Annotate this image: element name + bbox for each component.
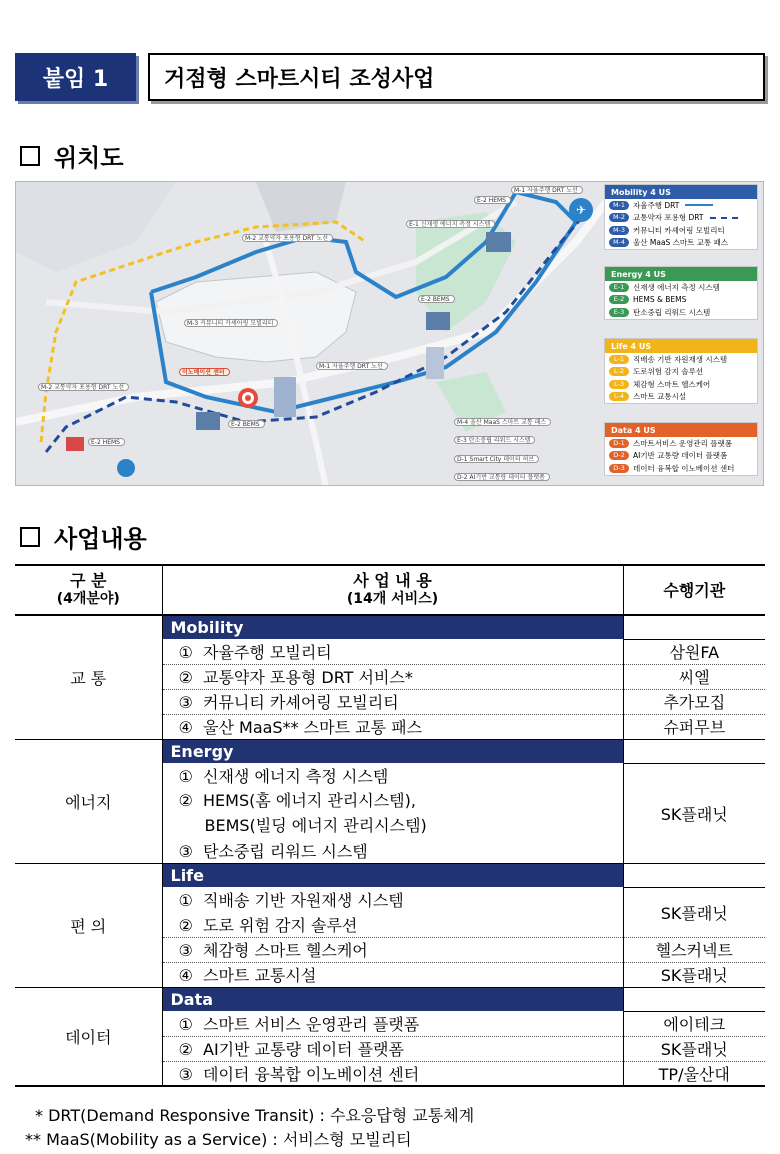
org-cell: 추가모집 <box>623 689 765 714</box>
legend-item: L-4 스마트 교통시설 <box>605 391 757 404</box>
legend-item: D-1 스마트서비스 운영관리 플랫폼 <box>605 437 757 450</box>
category-band: Life <box>162 863 623 887</box>
category-cell: 에너지 <box>15 739 162 863</box>
legend-item: L-1 직배송 기반 자원재생 시스템 <box>605 353 757 366</box>
org-cell: 헬스커넥트 <box>623 937 765 962</box>
map-label: E-2 HEMS <box>88 438 125 446</box>
service-item: ④ 스마트 교통시설 <box>162 962 623 987</box>
legend-item: E-3 탄소중립 리워드 시스템 <box>605 306 757 319</box>
map-label: M-4 울산 MaaS 스마트 교통 패스 <box>454 418 551 426</box>
table-row <box>15 739 765 763</box>
service-item: ② HEMS(홈 에너지 관리시스템), BEMS(빌딩 에너지 관리시스템) <box>178 791 427 835</box>
service-item: ③ 데이터 융복합 이노베이션 센터 <box>162 1061 623 1086</box>
service-item: ① 직배송 기반 자원재생 시스템 <box>178 891 404 910</box>
legend-mobility <box>604 184 758 250</box>
legend-item: E-1 신재생 에너지 측정 시스템 <box>605 281 757 294</box>
service-item: ④ 울산 MaaS** 스마트 교통 패스 <box>162 714 623 739</box>
map-label: E-2 BEMS <box>228 420 265 428</box>
category-band: Data <box>162 987 623 1011</box>
category-cell: 교 통 <box>15 615 162 739</box>
section-title: 사업내용 <box>54 525 147 553</box>
category-cell: 데이터 <box>15 987 162 1086</box>
header-org: 수행기관 <box>623 565 765 615</box>
service-item: ① 신재생 에너지 측정 시스템 <box>178 767 389 786</box>
legend-energy <box>604 266 758 320</box>
org-cell: 슈퍼무브 <box>623 714 765 739</box>
table-row <box>15 615 765 639</box>
footnote-drt: * DRT(Demand Responsive Transit) : 수요응답형 교통체계 <box>35 1106 475 1125</box>
legend-item: D-3 데이터 융복합 이노베이션 센터 <box>605 462 757 475</box>
attachment-tag: 붙임 1 <box>15 53 136 101</box>
legend-item: E-2 HEMS & BEMS <box>605 294 757 307</box>
map-label: E-2 BEMS <box>418 295 455 303</box>
legend-item: D-2 AI기반 교통량 데이터 플랫폼 <box>605 450 757 463</box>
service-item: ③ 탄소중립 리워드 시스템 <box>162 838 623 863</box>
map-label: M-2 교통약자 포용형 DRT 노선 <box>242 234 333 242</box>
legend-item: M-1 자율주행 DRT <box>605 199 757 212</box>
service-item: ② 교통약자 포용형 DRT 서비스* <box>162 664 623 689</box>
service-item: ② 도로 위험 감지 솔루션 <box>162 912 623 937</box>
legend-header: Data 4 US <box>605 423 757 437</box>
service-item: ③ 체감형 스마트 헬스케어 <box>162 937 623 962</box>
org-cell: SK플래닛 <box>623 887 765 937</box>
business-table <box>15 564 765 1087</box>
header-category: 구 분 (4개분야) <box>15 565 162 615</box>
innovation-center-label: 이노베이션 센터 <box>179 368 230 376</box>
org-cell: SK플래닛 <box>623 962 765 987</box>
org-cell: 삼원FA <box>623 639 765 664</box>
checkbox-square-icon <box>20 527 40 547</box>
service-item: ② AI기반 교통량 데이터 플랫폼 <box>162 1036 623 1061</box>
category-cell: 편 의 <box>15 863 162 987</box>
map-label: E-2 HEMS <box>474 196 511 204</box>
org-cell <box>623 615 765 639</box>
attachment-header <box>15 53 765 101</box>
legend-header: Energy 4 US <box>605 267 757 281</box>
org-cell <box>623 863 765 887</box>
legend-life <box>604 338 758 404</box>
org-cell: TP/울산대 <box>623 1061 765 1086</box>
section-title: 위치도 <box>54 144 124 172</box>
category-band: Mobility <box>162 615 623 639</box>
location-map <box>15 181 764 486</box>
map-label: M-1 자율주행 DRT 노선 <box>316 362 388 370</box>
map-label: M-3 커뮤니티 카셰어링 모빌리티 <box>184 319 278 327</box>
org-cell: 씨엘 <box>623 664 765 689</box>
footnote-maas: ** MaaS(Mobility as a Service) : 서비스형 모빌리티 <box>25 1130 412 1149</box>
org-cell <box>623 987 765 1011</box>
table-header-row <box>15 565 765 615</box>
section-location-heading <box>20 138 124 173</box>
org-cell: SK플래닛 <box>623 763 765 863</box>
map-label: E-1 신재생 에너지 측정 시스템 <box>406 220 495 228</box>
header-content: 사 업 내 용 (14개 서비스) <box>162 565 623 615</box>
legend-item: L-2 도로위험 감지 솔루션 <box>605 366 757 379</box>
service-item: ③ 커뮤니티 카셰어링 모빌리티 <box>162 689 623 714</box>
legend-item: M-3 커뮤니티 카셰어링 모빌리티 <box>605 224 757 237</box>
org-cell <box>623 739 765 763</box>
map-label: D-1 Smart City 데이터 허브 <box>454 455 539 463</box>
legend-item: M-2 교통약자 포용형 DRT <box>605 212 757 225</box>
legend-header: Life 4 US <box>605 339 757 353</box>
service-item: ① 스마트 서비스 운영관리 플랫폼 <box>162 1011 623 1036</box>
legend-header: Mobility 4 US <box>605 185 757 199</box>
legend-item: M-4 울산 MaaS 스마트 교통 패스 <box>605 237 757 250</box>
map-label: E-3 탄소중립 리워드 시스템 <box>454 436 535 444</box>
table-row <box>15 987 765 1011</box>
legend-item: L-3 체감형 스마트 헬스케어 <box>605 378 757 391</box>
org-cell: 에이테크 <box>623 1011 765 1036</box>
legend-data <box>604 422 758 476</box>
table-row <box>15 863 765 887</box>
category-band: Energy <box>162 739 623 763</box>
svg-text:✈: ✈ <box>575 203 587 217</box>
section-business-heading <box>20 519 147 554</box>
map-label: D-2 AI기반 교통량 데이터 플랫폼 <box>454 473 550 481</box>
checkbox-square-icon <box>20 146 40 166</box>
service-item: ① 자율주행 모빌리티 <box>162 639 623 664</box>
document-title: 거점형 스마트시티 조성사업 <box>148 53 765 101</box>
org-cell: SK플래닛 <box>623 1036 765 1061</box>
map-label: M-2 교통약자 포용형 DRT 노선 <box>38 383 129 391</box>
map-label: M-1 자율주행 DRT 노선 <box>511 186 583 194</box>
